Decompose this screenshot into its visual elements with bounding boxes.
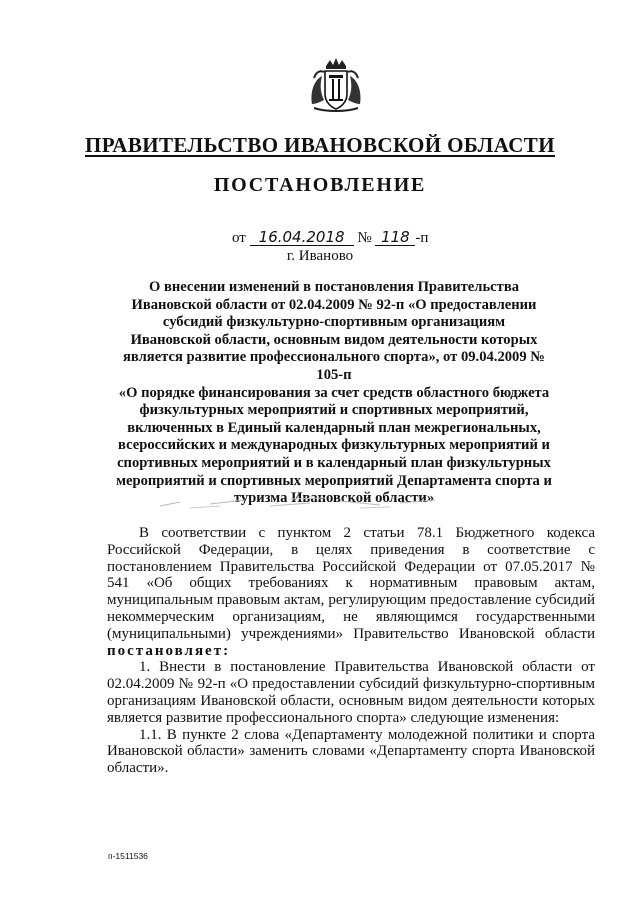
coat-of-arms-icon <box>306 56 366 116</box>
preamble-paragraph <box>107 525 595 659</box>
city: г. Иваново <box>286 248 354 264</box>
footer-code: п-1511536 <box>108 851 148 861</box>
date-number-line <box>232 229 428 247</box>
heading-line: «О порядке финансирования за счет средств областного бюджета <box>118 384 550 401</box>
heading-line: туризма Ивановской области» <box>233 490 435 507</box>
heading-line: физкультурных мероприятий и спортивных мероприятий, <box>139 402 529 419</box>
heading-line: Ивановской области от 02.04.2009 № 92-п «О предоставлении <box>131 296 537 313</box>
heading-line: мероприятий и спортивных мероприятий Департамента спорта и <box>116 472 552 489</box>
decree-word: постановляет: <box>107 642 231 659</box>
document-body <box>107 525 595 777</box>
date-prefix: от <box>232 230 246 246</box>
heading-line: Ивановской области, основным видом деятельности которых <box>130 331 538 348</box>
heading-line: всероссийских и международных физкультурных мероприятий и <box>118 437 550 454</box>
heading-line: включенных в Единый календарный план межрегиональных, <box>127 419 541 436</box>
handwritten-number: 118 <box>375 229 415 246</box>
number-sign: № <box>357 230 372 246</box>
heading-line: спортивных мероприятий и в календарный план физкультурных <box>117 454 551 471</box>
preamble-text: В соответствии с пунктом 2 статьи 78.1 Бюджетного кодекса Российской Федерации, в целях приведения в соответствие с постановлением Правительства Российской Федерации от 07.05.2017 № 541 «Об общих требованиях к нормативным правовым актам, муниципальным правовым актам, регулирующим предоставление субсидий некоммерческим организациям, не являющимся государственными (муниципальными) учреждениями» Правительство Ивановской области <box>107 525 595 642</box>
number-suffix: -п <box>415 230 429 246</box>
document-heading <box>110 279 558 508</box>
heading-line: субсидий физкультурно-спортивным организациям <box>162 314 506 331</box>
item-1-1-paragraph: 1.1. В пункте 2 слова «Департаменту молодежной политики и спорта Ивановской области» заменить словами «Департаменту спорта Ивановской области». <box>107 726 595 777</box>
handwritten-date: 16.04.2018 <box>250 229 354 246</box>
item-1-paragraph: 1. Внести в постановление Правительства Ивановской области от 02.04.2009 № 92-п «О предоставлении субсидий физкультурно-спортивным организациям Ивановской области, основным видом деятельности которых является развитие профессионального спорта» следующие изменения: <box>107 659 595 726</box>
government-title: ПРАВИТЕЛЬСТВО ИВАНОВСКОЙ ОБЛАСТИ <box>85 133 555 157</box>
scan-smudge <box>150 494 450 512</box>
heading-line: является развитие профессионального спорта», от 09.04.2009 № 105-п <box>123 349 545 383</box>
heading-line: О внесении изменений в постановления Правительства <box>148 279 520 295</box>
document-type: ПОСТАНОВЛЕНИЕ <box>213 174 427 196</box>
